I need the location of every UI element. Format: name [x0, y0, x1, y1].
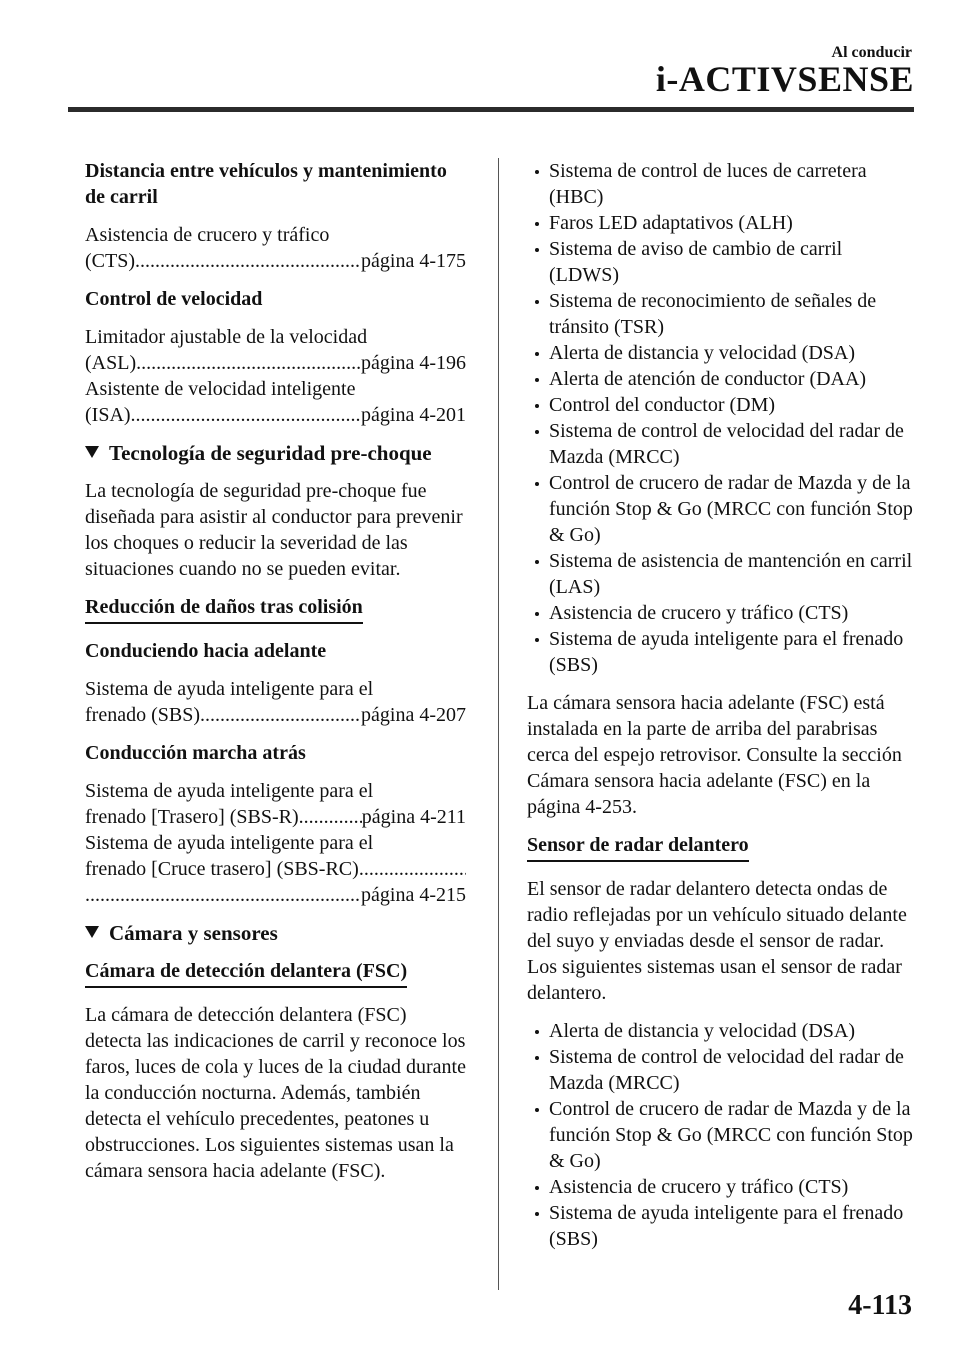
list-item: Asistencia de crucero y tráfico (CTS)	[527, 1174, 915, 1200]
column-divider	[498, 158, 499, 1290]
toc-entry-asl	[85, 324, 466, 376]
entry-label: (ASL)	[85, 352, 137, 374]
list-item: Alerta de distancia y velocidad (DSA)	[527, 340, 915, 366]
heading-distance: Distancia entre vehículos y mantenimiento de carril	[85, 160, 447, 208]
entry-label: frenado [Trasero] (SBS-R)	[85, 806, 299, 828]
paragraph-fsc: La cámara de detección delantera (FSC) detecta las indicaciones de carril y reconoce los faros, luces de cola y luces de la ciudad durante la conducción nocturna. Además, también detecta el vehículo precedentes, peatones u obstrucciones. Los siguientes sistemas usan la cámara sensora hacia adelante (FSC).	[85, 1004, 466, 1182]
fsc-systems-list	[527, 158, 915, 678]
list-item: Sistema de ayuda inteligente para el frenado (SBS)	[527, 626, 915, 678]
list-item: Sistema de ayuda inteligente para el frenado (SBS)	[527, 1200, 915, 1252]
list-item: Sistema de reconocimiento de señales de tránsito (TSR)	[527, 288, 915, 340]
page-reference: página 4-211	[361, 806, 466, 828]
subheading-front-radar: Sensor de radar delantero	[527, 832, 749, 862]
entry-label: frenado [Cruce trasero] (SBS-RC)	[85, 858, 359, 880]
toc-entry-isa	[85, 376, 466, 428]
dot-leader	[299, 804, 362, 830]
paragraph-front-radar: El sensor de radar delantero detecta ondas de radio reflejadas por un vehículo situado delante del suyo y enviadas desde el sensor de radar. Los siguientes sistemas usan el sensor de radar delantero.	[527, 878, 907, 1004]
page-number: 4-113	[848, 1290, 912, 1321]
section-heading-pre-crash	[85, 440, 466, 466]
list-item: Control de crucero de radar de Mazda y de la función Stop & Go (MRCC con función Stop & Go)	[527, 1096, 915, 1174]
toc-entry-sbs	[85, 676, 466, 728]
page-reference: página 4-175	[361, 250, 466, 272]
list-item: Control del conductor (DM)	[527, 392, 915, 418]
dot-leader	[135, 248, 361, 274]
paragraph-pre-crash: La tecnología de seguridad pre-choque fue diseñada para asistir al conductor para prevenir los choques o reducir la severidad de las situaciones cuando no se pueden evitar.	[85, 480, 463, 580]
heading-reverse: Conducción marcha atrás	[85, 742, 306, 764]
list-item: Alerta de distancia y velocidad (DSA)	[527, 1018, 915, 1044]
entry-label: (ISA)	[85, 404, 131, 426]
left-column	[85, 158, 466, 1196]
dot-leader	[85, 882, 361, 908]
list-item: Sistema de control de luces de carretera (HBC)	[527, 158, 915, 210]
list-item: Control de crucero de radar de Mazda y de la función Stop & Go (MRCC con función Stop & Go)	[527, 470, 915, 548]
triangle-marker-icon	[85, 926, 99, 938]
list-item: Sistema de control de velocidad del radar de Mazda (MRCC)	[527, 1044, 915, 1096]
entry-text: Sistema de ayuda inteligente para el	[85, 832, 374, 854]
entry-text: Limitador ajustable de la velocidad	[85, 326, 368, 348]
page-reference: página 4-196	[361, 352, 466, 374]
list-item: Asistencia de crucero y tráfico (CTS)	[527, 600, 915, 626]
page-reference: página 4-201	[361, 404, 466, 426]
chapter-title: i-ACTIVSENSE	[655, 59, 914, 99]
list-item: Sistema de aviso de cambio de carril (LDWS)	[527, 236, 915, 288]
header-rule	[68, 107, 914, 112]
entry-text: Sistema de ayuda inteligente para el	[85, 780, 374, 802]
list-item: Sistema de control de velocidad del radar de Mazda (MRCC)	[527, 418, 915, 470]
radar-systems-list	[527, 1018, 915, 1252]
subheading-damage-reduction: Reducción de daños tras colisión	[85, 594, 363, 624]
list-item: Alerta de atención de conductor (DAA)	[527, 366, 915, 392]
page-reference: página 4-207	[361, 704, 466, 726]
list-item: Sistema de asistencia de mantención en carril (LAS)	[527, 548, 915, 600]
entry-label: (CTS)	[85, 250, 135, 272]
section-label: Al conducir	[831, 44, 912, 61]
subheading-fsc: Cámara de detección delantera (FSC)	[85, 958, 407, 988]
entry-text: Sistema de ayuda inteligente para el	[85, 678, 374, 700]
page-reference: página 4-215	[361, 884, 466, 906]
section-heading-text: Cámara y sensores	[109, 921, 278, 945]
entry-text: Asistencia de crucero y tráfico	[85, 224, 330, 246]
paragraph-fsc-location: La cámara sensora hacia adelante (FSC) está instalada en la parte de arriba del parabrisas cerca del espejo retrovisor. Consulte la sección Cámara sensora hacia adelante (FSC) en la página 4-253.	[527, 692, 902, 818]
toc-entry-cts	[85, 222, 466, 274]
section-heading-text: Tecnología de seguridad pre-choque	[109, 441, 432, 465]
dot-leader	[131, 402, 361, 428]
toc-entry-sbs-rc	[85, 830, 466, 908]
heading-speed-control: Control de velocidad	[85, 288, 263, 310]
section-heading-camera-sensors	[85, 920, 466, 946]
dot-leader	[136, 350, 361, 376]
right-column	[527, 158, 915, 1264]
entry-text: Asistente de velocidad inteligente	[85, 378, 356, 400]
dot-leader	[200, 702, 361, 728]
entry-label: frenado (SBS)	[85, 704, 200, 726]
toc-entry-sbs-r	[85, 778, 466, 830]
triangle-marker-icon	[85, 446, 99, 458]
heading-forward: Conduciendo hacia adelante	[85, 640, 327, 662]
list-item: Faros LED adaptativos (ALH)	[527, 210, 915, 236]
dot-leader	[359, 856, 466, 882]
